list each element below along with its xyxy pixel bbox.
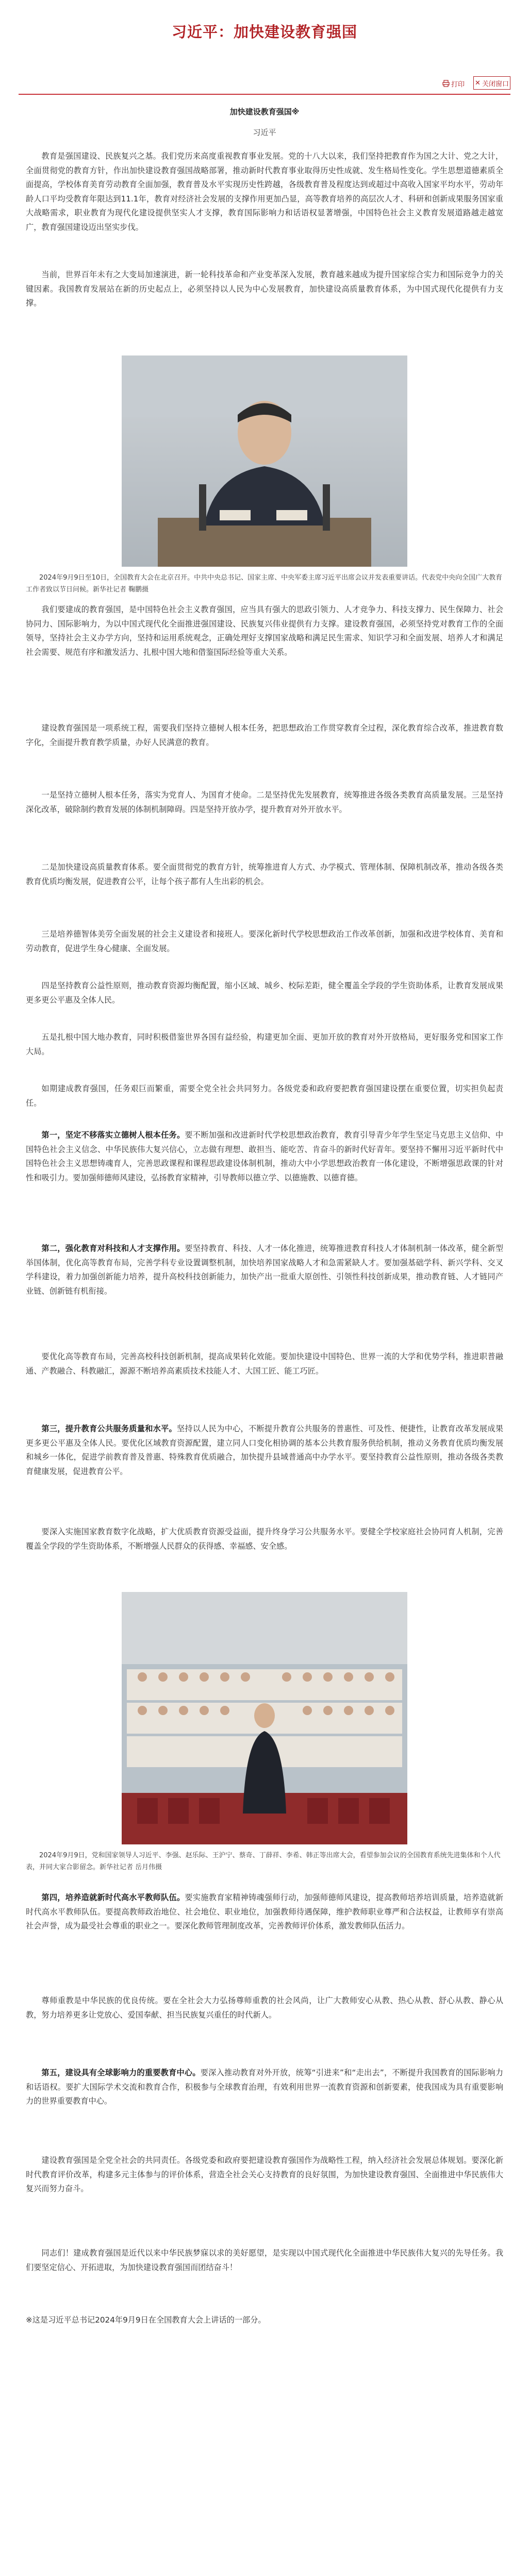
photo-illustration: [122, 355, 407, 567]
printer-icon: [442, 80, 450, 87]
paragraph: 建设教育强国是一项系统工程，需要我们坚持立德树人根本任务，把思想政治工作贯穿教育全过程，深化教育综合改革，推进教育数字化，全面提升教育教学质量，办好人民满意的教育。: [26, 723, 503, 747]
photo-caption-1: 2024年9月9日至10日，全国教育大会在北京召开。中共中央总书记、国家主席、中央军委主席习近平出席会议并发表重要讲话。代表党中央向全国广大教育工作者致以节日问候。新华社记者 鞠鹏摄: [26, 574, 503, 594]
article-author: 习近平: [253, 128, 276, 137]
paragraph: 尊师重教是中华民族的优良传统。要在全社会大力弘扬尊师重教的社会风尚，让广大教师安心从教、热心从教、舒心从教、静心从教，努力培养更多让党放心、爱国奉献、担当民族复兴重任的时代新人。: [26, 1996, 503, 2020]
close-icon: ✕: [475, 79, 481, 87]
paragraph: 要优化高等教育布局，完善高校科技创新机制，提高成果转化效能。要加快建设中国特色、世界一流的大学和优势学科，推进职普融通、产教融合、科教融汇，源源不断培养高素质技术技能人才、大国工匠、能工巧匠。: [26, 1352, 503, 1376]
page-title: 习近平：加快建设教育强国: [171, 23, 357, 41]
photo-caption-2: 2024年9月9日，党和国家领导人习近平、李强、赵乐际、王沪宁、蔡奇、丁薛祥、李希、韩正等出席大会，看望参加会议的全国教育系统先进集体和个人代表，并同大家合影留念。新华社记者 岳月伟摄: [26, 1852, 501, 1871]
header-divider: [19, 94, 510, 95]
paragraph: 二是加快建设高质量教育体系。要全面贯彻党的教育方针，统筹推进育人方式、办学模式、管理体制、保障机制改革，推动各级各类教育优质均衡发展，促进教育公平，让每个孩子都有人生出彩的机会。: [26, 862, 503, 886]
paragraph: 四是坚持教育公益性原则，推动教育资源均衡配置，缩小区域、城乡、校际差距，健全覆盖全学段的学生资助体系，让教育发展成果更多更公平惠及全体人民。: [26, 981, 503, 1005]
print-label: 打印: [451, 80, 465, 89]
paragraph: 当前，世界百年未有之大变局加速演进，新一轮科技革命和产业变革深入发展，教育越来越成为提升国家综合实力和国际竞争力的关键因素。我国教育发展站在新的历史起点上，必须坚持以人民为中心发展教育，加快建设高质量教育体系，为中国式现代化提供有力支撑。: [26, 270, 503, 308]
paragraph: 要深入实施国家教育数字化战略，扩大优质教育资源受益面，提升终身学习公共服务水平。要健全学校家庭社会协同育人机制，完善覆盖全学段的学生资助体系，不断增强人民群众的获得感、幸福感、安全感。: [26, 1527, 503, 1551]
photo-illustration: [122, 1592, 407, 1844]
conference-photo-2: [122, 1592, 407, 1844]
close-label: 关闭窗口: [482, 80, 509, 88]
paragraph: 第四，培养造就新时代高水平教师队伍。要实施教育家精神铸魂强师行动，加强师德师风建设，提高教师培养培训质量，培养造就新时代高水平教师队伍。要提高教师政治地位、社会地位、职业地位，加强教师待遇保障，维护教师职业尊严和合法权益，让教师享有崇高社会声誉，成为最受社会尊重的职业之一。要深化教师管理制度改革，完善教师评价体系，激发教师队伍活力。: [26, 1893, 504, 1931]
paragraph: 同志们！建成教育强国是近代以来中华民族梦寐以求的美好愿望，是实现以中国式现代化全面推进中华民族伟大复兴的先导任务。我们要坚定信心、开拓进取，为加快建设教育强国而团结奋斗！: [26, 2248, 503, 2272]
paragraph: 五是扎根中国大地办教育，同时积极借鉴世界各国有益经验，构建更加全面、更加开放的教育对外开放格局，更好服务党和国家工作大局。: [26, 1032, 503, 1056]
article-subtitle: 加快建设教育强国※: [229, 107, 300, 116]
close-window-button[interactable]: [473, 76, 510, 90]
title-bar: [0, 0, 529, 57]
paragraph: 如期建成教育强国，任务艰巨而繁重，需要全党全社会共同努力。各级党委和政府要把教育强国建设摆在重要位置，切实担负起责任。: [26, 1084, 503, 1108]
print-button[interactable]: [442, 77, 469, 90]
paragraph: 我们要建成的教育强国，是中国特色社会主义教育强国，应当具有强大的思政引领力、人才竞争力、科技支撑力、民生保障力、社会协同力、国际影响力，为以中国式现代化全面推进强国建设、民族复兴伟业提供有力支撑。建设教育强国，必须坚持党对教育工作的全面领导，坚持社会主义办学方向，坚持和运用系统观念，正确处理好支撑国家战略和满足民生需求、知识学习和全面发展、培养人才和满足社会需要、规范有序和激发活力、扎根中国大地和借鉴国际经验等重大关系。: [26, 605, 503, 657]
paragraph: 第一，坚定不移落实立德树人根本任务。要不断加强和改进新时代学校思想政治教育，教育引导青少年学生坚定马克思主义信仰、中国特色社会主义信念、中华民族伟大复兴信心，立志做有理想、敢担当、能吃苦、肯奋斗的新时代好青年。要坚持不懈用习近平新时代中国特色社会主义思想铸魂育人，完善思政课程和课程思政建设体制机制，推动大中小学思想政治教育一体化建设，不断增强思政课的针对性和吸引力。要加强师德师风建设，弘扬教育家精神，引导教师以德立学、以德施教、以德育德。: [26, 1130, 504, 1182]
paragraph: 一是坚持立德树人根本任务，落实为党育人、为国育才使命。二是坚持优先发展教育，统筹推进各级各类教育高质量发展。三是坚持深化改革，破除制约教育发展的体制机制障碍。四是坚持开放办学，提升教育对外开放水平。: [26, 790, 503, 814]
paragraph: 三是培养德智体美劳全面发展的社会主义建设者和接班人。要深化新时代学校思想政治工作改革创新，加强和改进学校体育、美育和劳动教育，促进学生身心健康、全面发展。: [26, 929, 503, 953]
paragraph: 第五，建设具有全球影响力的重要教育中心。要深入推动教育对外开放，统筹“引进来”和“走出去”，不断提升我国教育的国际影响力和话语权。要扩大国际学术交流和教育合作，积极参与全球教育治理，有效利用世界一流教育资源和创新要素，使我国成为具有重要影响力的世界重要教育中心。: [26, 2068, 503, 2106]
footnote: ※这是习近平总书记2024年9月9日在全国教育大会上讲话的一部分。: [26, 2315, 266, 2325]
paragraph: 第二，强化教育对科技和人才支撑作用。要坚持教育、科技、人才一体化推进，统筹推进教育科技人才体制机制一体改革，健全新型举国体制，优化高等教育布局，完善学科专业设置调整机制，加快培养国家战略人才和急需紧缺人才。要加强基础学科、新兴学科、交叉学科建设，着力加强创新能力培养，提升高校科技创新能力，加快产出一批重大原创性、引领性科技创新成果，推动教育链、人才链同产业链、创新链有机衔接。: [26, 1244, 504, 1296]
paragraph: 教育是强国建设、民族复兴之基。我们党历来高度重视教育事业发展。党的十八大以来，我们坚持把教育作为国之大计、党之大计，全面贯彻党的教育方针，作出加快建设教育强国战略部署，推动新时代教育事业取得历史性成就、发生格局性变化。学生思想道德素质全面提高，学校体育美育劳动教育全面加强，教育普及水平实现历史性跨越，各级教育普及程度达到或超过中高收入国家平均水平，劳动年龄人口平均受教育年限达到11.1年，教育对经济社会发展的支撑作用更加凸显，高等教育培养的高层次人才、科研和创新成果服务国家重大战略需求，职业教育为现代化建设提供坚实人才支撑，教育国际影响力和话语权显著增强，中国特色社会主义教育发展道路越走越宽广，教育强国建设迈出坚实步伐。: [26, 151, 503, 232]
paragraph: 第三，提升教育公共服务质量和水平。坚持以人民为中心，不断提升教育公共服务的普惠性、可及性、便捷性，让教育改革发展成果更多更公平惠及全体人民。要优化区域教育资源配置，建立同人口变化相协调的基本公共教育服务供给机制，推动义务教育优质均衡发展和城乡一体化，促进学前教育普及普惠、特殊教育优质融合，加快提升县域普通高中办学水平。要坚持教育公益性原则，推动各级各类教育健康发展，促进教育公平。: [26, 1424, 504, 1476]
conference-photo-1: [122, 355, 407, 567]
paragraph: 建设教育强国是全党全社会的共同责任。各级党委和政府要把建设教育强国作为战略性工程，纳入经济社会发展总体规划。要深化新时代教育评价改革，构建多元主体参与的评价体系，营造全社会关心支持教育的良好氛围，为加快建设教育强国、全面推进中华民族伟大复兴而努力奋斗。: [26, 2156, 503, 2194]
